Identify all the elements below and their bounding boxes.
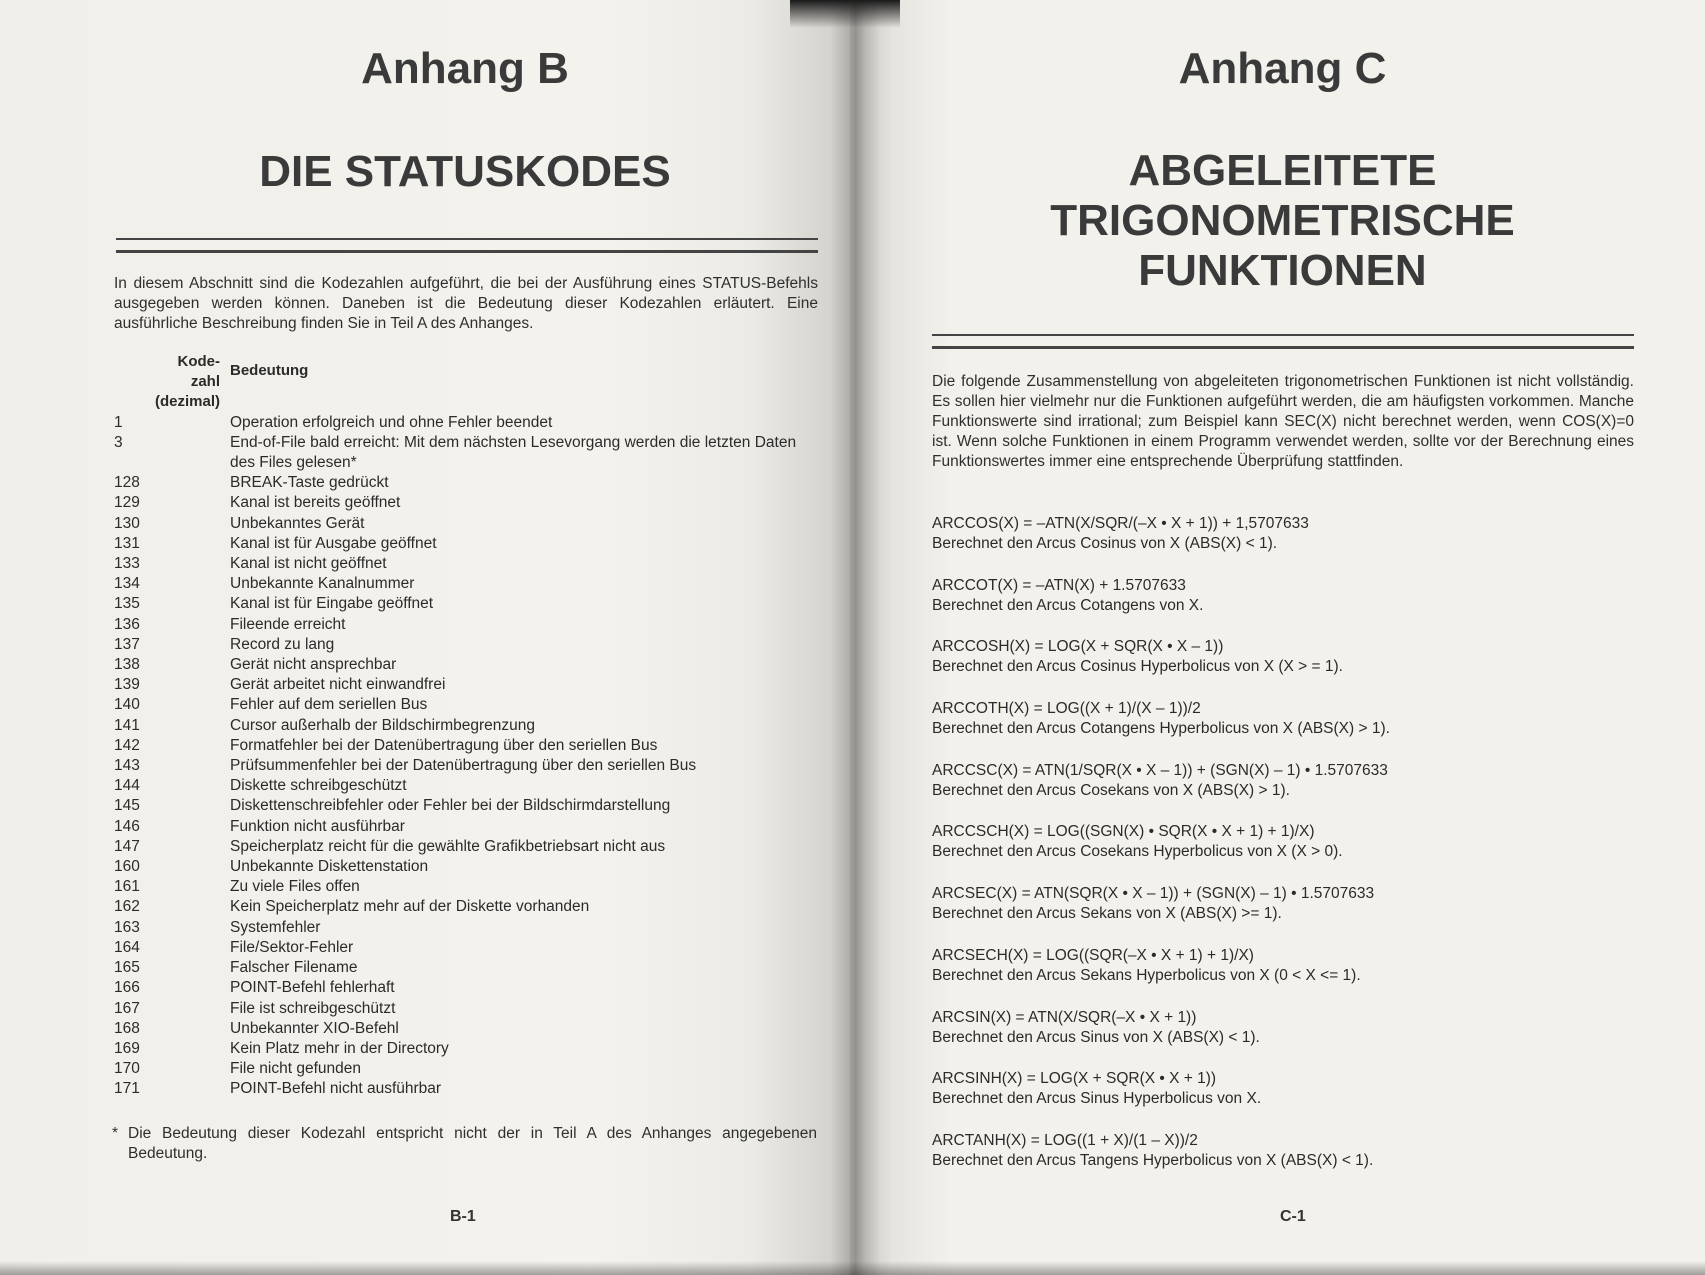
status-code-meaning: Kein Speicherplatz mehr auf der Diskette vorhanden — [230, 898, 590, 916]
table-row — [114, 817, 824, 837]
table-row — [114, 877, 824, 897]
formula-description: Berechnet den Arcus Sekans Hyperbolicus von X (0 < X <= 1). — [932, 966, 1361, 984]
status-code-meaning: Kanal ist bereits geöffnet — [230, 494, 401, 512]
appendix-c-title: Anhang C — [1178, 44, 1387, 93]
status-code-value: 139 — [114, 676, 140, 694]
list-item — [932, 761, 1632, 823]
table-row — [114, 615, 824, 635]
table-row — [114, 999, 824, 1019]
status-code-meaning: POINT-Befehl nicht ausführbar — [230, 1080, 442, 1098]
status-code-value: 130 — [114, 514, 140, 532]
status-code-value: 162 — [114, 898, 140, 916]
left-rule-bottom — [116, 250, 818, 253]
formula-description: Berechnet den Arcus Cotangens Hyperbolicus von X (ABS(X) > 1). — [932, 720, 1390, 738]
list-item — [932, 822, 1632, 884]
page-number-c1: C-1 — [1280, 1208, 1306, 1225]
formula-description: Berechnet den Arcus Tangens Hyperbolicus von X (ABS(X) < 1). — [932, 1151, 1374, 1169]
status-code-meaning: Kanal ist für Eingabe geöffnet — [230, 595, 434, 613]
table-row — [114, 736, 824, 756]
status-code-meaning: Unbekannte Diskettenstation — [230, 858, 429, 876]
status-code-value: 141 — [114, 716, 140, 734]
status-code-value: 144 — [114, 777, 140, 795]
appendix-b-title: Anhang B — [361, 44, 569, 93]
list-item — [932, 1008, 1632, 1070]
table-row — [114, 554, 824, 574]
left-footnote — [112, 1124, 817, 1164]
status-code-value: 160 — [114, 858, 140, 876]
status-code-meaning: File nicht gefunden — [230, 1060, 361, 1078]
formula-expression: ARCCSCH(X) = LOG((SGN(X) • SQR(X • X + 1) + 1)/X) — [932, 823, 1315, 841]
list-item — [932, 1131, 1632, 1193]
table-row — [114, 594, 824, 614]
status-code-meaning: Systemfehler — [230, 918, 321, 936]
formula-expression: ARCSECH(X) = LOG((SQR(–X • X + 1) + 1)/X) — [932, 946, 1254, 964]
status-code-value: 161 — [114, 878, 140, 896]
table-row — [114, 534, 824, 554]
status-code-value: 143 — [114, 757, 140, 775]
status-code-meaning: Cursor außerhalb der Bildschirmbegrenzung — [230, 716, 535, 734]
formula-description: Berechnet den Arcus Sinus Hyperbolicus von X. — [932, 1090, 1262, 1108]
status-code-value: 1 — [114, 413, 123, 431]
right-rule-bottom — [932, 346, 1634, 349]
list-item — [932, 1069, 1632, 1131]
table-row — [114, 978, 824, 998]
status-code-meaning: Diskettenschreibfehler oder Fehler bei der Bildschirmdarstellung — [230, 797, 671, 815]
right-rule-top — [932, 334, 1634, 336]
status-code-value: 164 — [114, 938, 140, 956]
formula-expression: ARCCSC(X) = ATN(1/SQR(X • X – 1)) + (SGN(X) – 1) • 1.5707633 — [932, 761, 1388, 779]
statuskodes-title: DIE STATUSKODES — [259, 147, 671, 196]
status-code-value: 128 — [114, 474, 140, 492]
status-code-meaning: Speicherplatz reicht für die gewählte Grafikbetriebsart nicht aus — [230, 837, 666, 855]
table-row — [114, 413, 824, 433]
status-code-meaning: Funktion nicht ausführbar — [230, 817, 405, 835]
status-code-value: 136 — [114, 615, 140, 633]
status-code-rows — [114, 413, 824, 1100]
status-code-meaning: Unbekanntes Gerät — [230, 514, 365, 532]
status-code-meaning: Operation erfolgreich und ohne Fehler beendet — [230, 413, 553, 431]
table-row — [114, 514, 824, 534]
formula-description: Berechnet den Arcus Cotangens von X. — [932, 596, 1204, 614]
page-number-b1: B-1 — [450, 1208, 476, 1225]
table-row — [114, 473, 824, 493]
table-row — [114, 655, 824, 675]
code-header-line3: (dezimal) — [154, 393, 220, 411]
top-gutter-shadow — [790, 0, 900, 28]
formula-expression: ARCCOS(X) = –ATN(X/SQR/(–X • X + 1)) + 1,5707633 — [932, 515, 1309, 532]
status-code-meaning: Diskette schreibgeschützt — [230, 777, 407, 795]
status-code-meaning: Fehler auf dem seriellen Bus — [230, 696, 428, 714]
code-header-line2: zahl — [190, 373, 220, 391]
table-row — [114, 1019, 824, 1039]
trig-title-line3: FUNKTIONEN — [1138, 246, 1427, 295]
status-code-meaning: Zu viele Files offen — [230, 878, 360, 896]
list-item — [932, 637, 1632, 699]
list-item — [932, 514, 1632, 576]
status-code-meaning: Kanal ist für Ausgabe geöffnet — [230, 534, 437, 552]
list-item — [932, 884, 1632, 946]
status-code-meaning: POINT-Befehl fehlerhaft — [230, 979, 395, 997]
status-code-table — [114, 352, 824, 1100]
code-header-line1: Kode- — [177, 353, 220, 370]
status-code-meaning: File ist schreibgeschützt — [230, 999, 396, 1017]
status-code-value: 129 — [114, 494, 140, 512]
status-code-value: 145 — [114, 797, 140, 815]
table-row — [114, 1039, 824, 1059]
table-header-row — [114, 352, 824, 413]
table-row — [114, 695, 824, 715]
trig-title-line2: TRIGONOMETRISCHE — [1050, 196, 1515, 245]
formula-expression: ARCCOTH(X) = LOG((X + 1)/(X – 1))/2 — [932, 700, 1201, 718]
table-row — [114, 433, 824, 473]
table-row — [114, 756, 824, 776]
table-row — [114, 837, 824, 857]
status-code-value: 140 — [114, 696, 140, 714]
meaning-column-header: Bedeutung — [230, 362, 309, 380]
book-spine-shadow — [830, 0, 880, 1275]
status-code-meaning: Falscher Filename — [230, 959, 358, 977]
right-intro-paragraph: Die folgende Zusammenstellung von abgeleiteten trigonometrischen Funktionen ist nicht vollständig. Es sollen hier vielmehr nur die Funktionen aufgeführt werden, die am häufigsten vorkommen. Manche Funktionswerte sind irrational; zum Beispiel kann SEC(X) nicht berechnet werden, wenn COS(X)=0 ist. Wenn solche Funktionen in einem Programm verwendet werden, sollte vor der Berechnung eines Funktionswertes immer eine entsprechende Überprüfung stattfinden. — [932, 373, 1634, 470]
table-row — [114, 958, 824, 978]
status-code-meaning: BREAK-Taste gedrückt — [230, 474, 389, 492]
formula-description: Berechnet den Arcus Sinus von X (ABS(X) < 1). — [932, 1028, 1260, 1046]
status-code-value: 163 — [114, 918, 140, 936]
code-column-header — [114, 352, 230, 413]
formula-expression: ARCSIN(X) = ATN(X/SQR(–X • X + 1)) — [932, 1008, 1197, 1026]
status-code-value: 146 — [114, 817, 140, 835]
list-item — [932, 699, 1632, 761]
status-code-meaning: Formatfehler bei der Datenübertragung über den seriellen Bus — [230, 736, 658, 754]
status-code-value: 3 — [114, 433, 123, 451]
status-code-meaning: Record zu lang — [230, 635, 335, 653]
formula-expression: ARCCOSH(X) = LOG(X + SQR(X • X – 1)) — [932, 638, 1224, 656]
footnote-text: Die Bedeutung dieser Kodezahl entspricht nicht der in Teil A des Anhanges angegebenen Bedeutung. — [128, 1125, 817, 1162]
status-code-meaning: Unbekannter XIO-Befehl — [230, 1019, 399, 1037]
status-code-meaning: File/Sektor-Fehler — [230, 938, 354, 956]
table-row — [114, 1079, 824, 1099]
status-code-value: 138 — [114, 656, 140, 674]
table-row — [114, 716, 824, 736]
list-item — [932, 946, 1632, 1008]
formula-expression: ARCSEC(X) = ATN(SQR(X • X – 1)) + (SGN(X) – 1) • 1.5707633 — [932, 885, 1375, 903]
formula-expression: ARCCOT(X) = –ATN(X) + 1.5707633 — [932, 576, 1186, 594]
footnote-asterisk: * — [112, 1125, 119, 1142]
status-code-value: 166 — [114, 979, 140, 997]
status-code-meaning: Prüfsummenfehler bei der Datenübertragung über den seriellen Bus — [230, 757, 697, 775]
status-code-meaning: Kanal ist nicht geöffnet — [230, 555, 387, 573]
status-code-value: 131 — [114, 534, 140, 552]
status-code-meaning: Kein Platz mehr in der Directory — [230, 1039, 449, 1057]
table-row — [114, 1059, 824, 1079]
table-row — [114, 897, 824, 917]
left-rule-top — [116, 238, 818, 240]
formula-description: Berechnet den Arcus Sekans von X (ABS(X) >= 1). — [932, 905, 1282, 923]
table-row — [114, 776, 824, 796]
formula-description: Berechnet den Arcus Cosinus von X (ABS(X) < 1). — [932, 535, 1278, 552]
status-code-value: 147 — [114, 837, 140, 855]
status-code-meaning: Fileende erreicht — [230, 615, 346, 633]
table-row — [114, 857, 824, 877]
formula-expression: ARCSINH(X) = LOG(X + SQR(X • X + 1)) — [932, 1070, 1217, 1088]
status-code-value: 134 — [114, 575, 140, 593]
table-row — [114, 675, 824, 695]
table-row — [114, 574, 824, 594]
status-code-value: 165 — [114, 959, 140, 977]
table-row — [114, 493, 824, 513]
status-code-value: 135 — [114, 595, 140, 613]
table-row — [114, 918, 824, 938]
list-item — [932, 576, 1632, 638]
trig-title — [960, 146, 1605, 296]
status-code-value: 133 — [114, 555, 140, 573]
table-row — [114, 635, 824, 655]
status-code-value: 169 — [114, 1039, 140, 1057]
status-code-value: 168 — [114, 1019, 140, 1037]
status-code-meaning: End-of-File bald erreicht: Mit dem nächsten Lesevorgang werden die letzten Daten des Files gelesen* — [230, 433, 797, 472]
status-code-value: 167 — [114, 999, 140, 1017]
status-code-value: 142 — [114, 736, 140, 754]
left-intro-paragraph: In diesem Abschnitt sind die Kodezahlen aufgeführt, die bei der Ausführung eines STATUS-Befehls ausgegeben werden können. Daneben ist die Bedeutung dieser Kodezahlen erläutert. Eine ausführliche Beschreibung finden Sie in Teil A des Anhanges. — [114, 275, 818, 332]
bottom-edge-shadow — [0, 1261, 1705, 1275]
formula-description: Berechnet den Arcus Cosekans Hyperbolicus von X (X > 0). — [932, 843, 1343, 861]
status-code-meaning: Gerät nicht ansprechbar — [230, 656, 397, 674]
formula-expression: ARCTANH(X) = LOG((1 + X)/(1 – X))/2 — [932, 1131, 1198, 1149]
status-code-value: 170 — [114, 1060, 140, 1078]
status-code-meaning: Unbekannte Kanalnummer — [230, 575, 415, 593]
status-code-value: 171 — [114, 1080, 140, 1098]
formula-list — [932, 514, 1632, 1193]
table-row — [114, 796, 824, 816]
trig-title-line1: ABGELEITETE — [1128, 146, 1437, 195]
formula-description: Berechnet den Arcus Cosekans von X (ABS(X) > 1). — [932, 781, 1290, 799]
table-row — [114, 938, 824, 958]
formula-description: Berechnet den Arcus Cosinus Hyperbolicus von X (X > = 1). — [932, 658, 1343, 676]
status-code-meaning: Gerät arbeitet nicht einwandfrei — [230, 676, 446, 694]
status-code-value: 137 — [114, 635, 140, 653]
